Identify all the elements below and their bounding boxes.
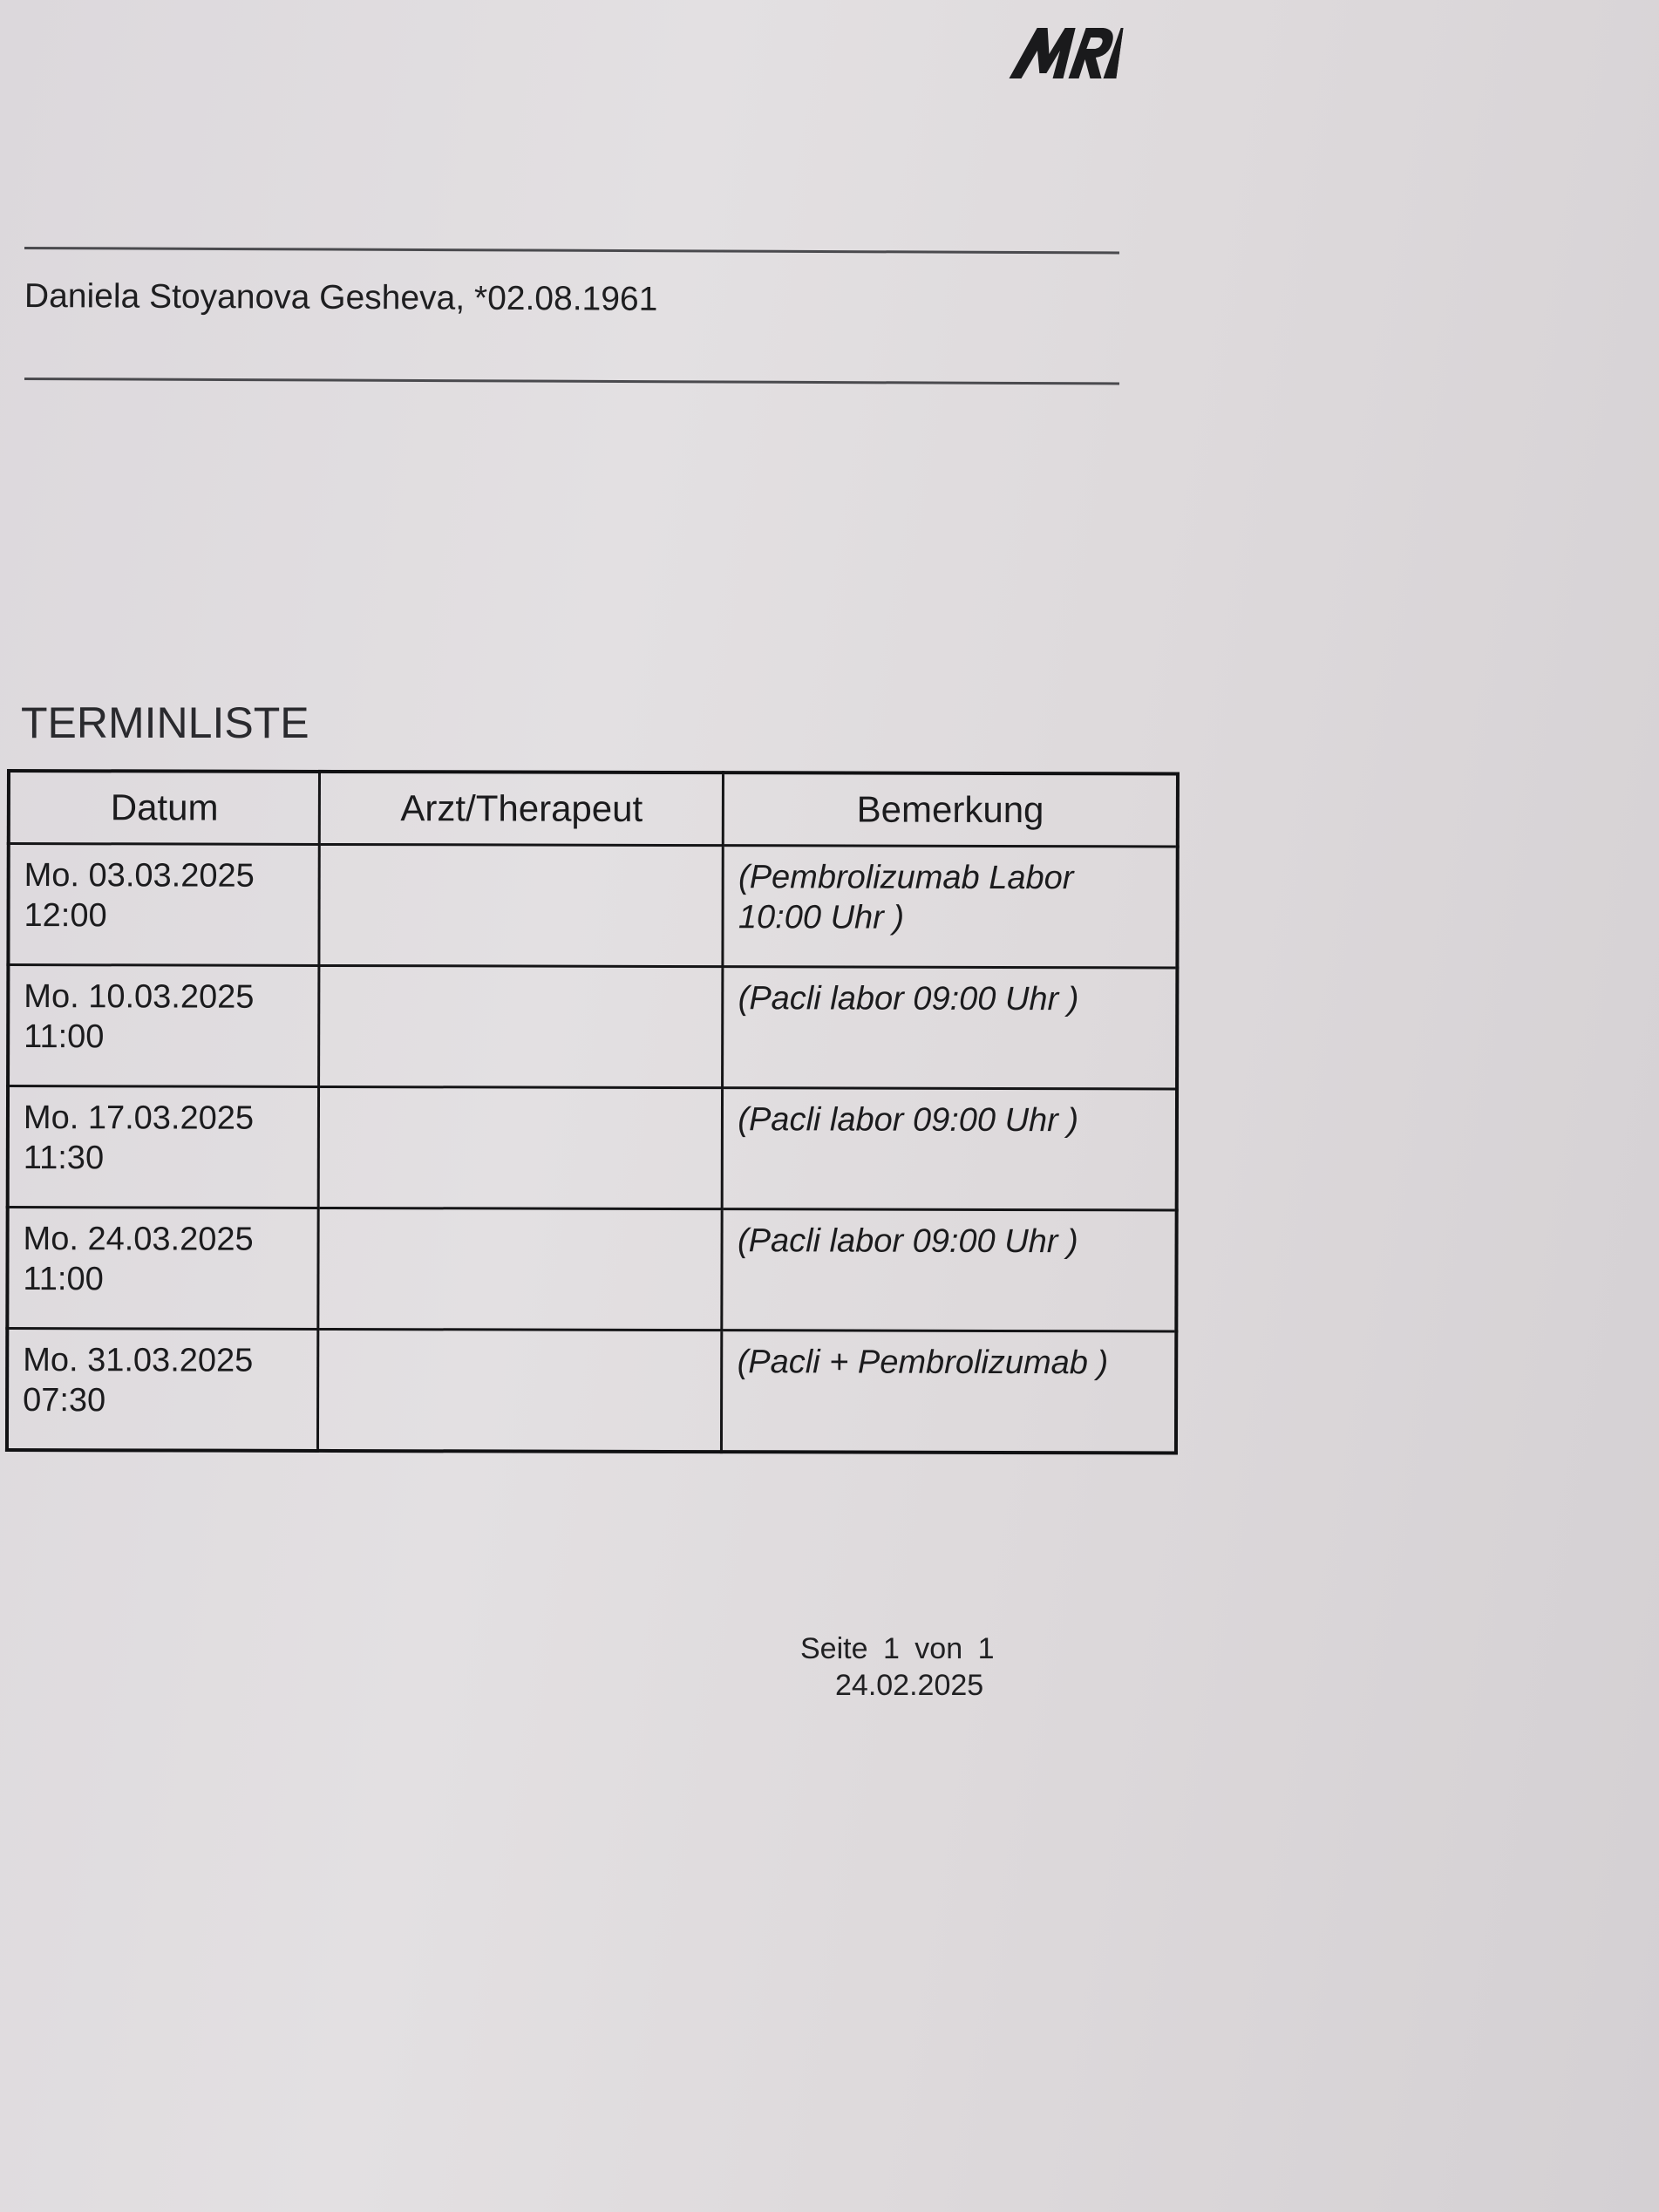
appointment-time: 11:00 (24, 1018, 105, 1056)
note-cell (723, 1088, 1177, 1210)
doctor-cell (318, 1208, 722, 1330)
appointment-time: 11:30 (23, 1140, 105, 1177)
note-cell (723, 846, 1177, 968)
table-row (8, 1086, 1177, 1211)
appointment-date: Mo. 10.03.2025 (24, 978, 255, 1016)
mri-logo (1006, 16, 1125, 85)
date-cell (7, 1329, 318, 1451)
note-cell (723, 967, 1177, 1089)
page-number: Seite 1 von 1 (800, 1632, 995, 1665)
doctor-cell (319, 844, 723, 966)
doctor-cell (318, 1329, 722, 1452)
appointment-table (5, 769, 1180, 1455)
table-header-row (9, 771, 1178, 847)
column-header-arzt-therapeut: Arzt/Therapeut (320, 772, 724, 846)
appointment-date: Mo. 03.03.2025 (24, 857, 255, 895)
appointment-date: Mo. 17.03.2025 (23, 1099, 255, 1137)
appointment-time: 07:30 (23, 1382, 106, 1419)
patient-name-line: Daniela Stoyanova Gesheva, *02.08.1961 (24, 277, 658, 318)
date-cell (8, 1086, 319, 1208)
appointment-date: Mo. 24.03.2025 (23, 1221, 254, 1258)
date-cell (7, 1208, 318, 1330)
table-row (8, 965, 1177, 1090)
document-title: TERMINLISTE (21, 698, 309, 747)
header-rule-bottom (24, 378, 1119, 385)
table-row (7, 1329, 1176, 1453)
table-row (7, 1208, 1176, 1332)
date-cell (8, 965, 319, 1087)
column-header-bemerkung: Bemerkung (724, 772, 1178, 847)
doctor-cell (319, 1086, 723, 1208)
note-line: (Pacli + Pembrolizumab ) (737, 1344, 1109, 1382)
column-header-datum: Datum (9, 771, 320, 844)
note-line: (Pacli labor 09:00 Uhr ) (738, 980, 1079, 1018)
note-line: 10:00 Uhr ) (738, 899, 905, 936)
note-cell (722, 1209, 1176, 1331)
note-line: (Pacli labor 09:00 Uhr ) (737, 1222, 1078, 1261)
print-date: 24.02.2025 (835, 1669, 984, 1702)
appointment-time: 12:00 (24, 897, 107, 935)
note-line: (Pembrolizumab Labor (738, 859, 1074, 897)
table-row (8, 844, 1177, 969)
date-cell (8, 844, 319, 966)
header-rule-top (24, 247, 1119, 254)
appointment-date: Mo. 31.03.2025 (23, 1342, 254, 1379)
note-cell (722, 1331, 1176, 1453)
doctor-cell (319, 965, 723, 1087)
appointment-time: 11:00 (23, 1261, 104, 1298)
note-line: (Pacli labor 09:00 Uhr ) (738, 1101, 1079, 1140)
